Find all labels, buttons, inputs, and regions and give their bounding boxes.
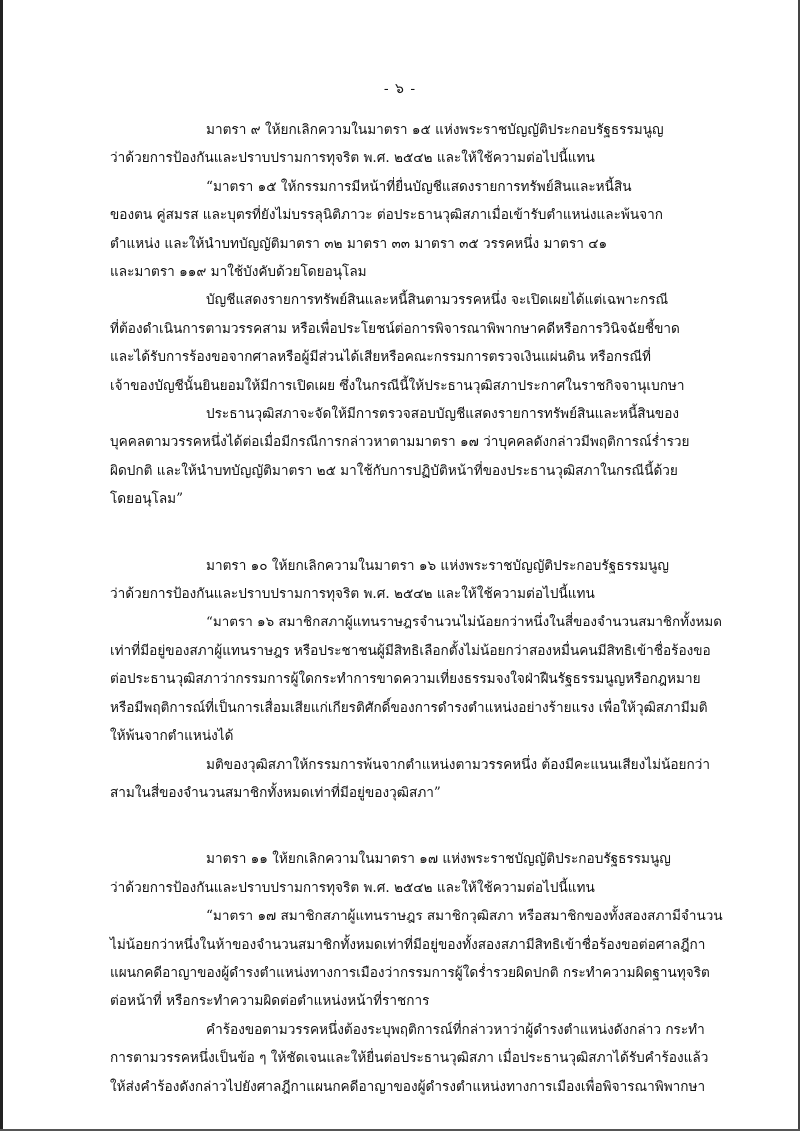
text-line: ต่อประธานวุฒิสภาว่ากรรมการผู้ใดกระทำการขาดความเที่ยงธรรมจงใจฝ่าฝืนรัฐธรรมนูญหรือกฎหมาย: [110, 671, 701, 688]
scan-edge-left: [0, 0, 3, 1131]
text-line: “มาตรา ๑๕ ให้กรรมการมีหน้าที่ยื่นบัญชีแสดงรายการทรัพย์สินและหนี้สิน: [206, 178, 632, 195]
text-line: และมาตรา ๑๑๙ มาใช้บังคับด้วยโดยอนุโลม: [110, 264, 367, 281]
text-line: ของตน คู่สมรส และบุตรที่ยังไม่บรรลุนิติภาวะ ต่อประธานวุฒิสภาเมื่อเข้ารับตำแหน่งและพ้นจาก: [110, 207, 663, 224]
text-line: มาตรา ๑๑ ให้ยกเลิกความในมาตรา ๑๗ แห่งพระราชบัญญัติประกอบรัฐธรรมนูญ: [206, 851, 671, 868]
text-line: เท่าที่มีอยู่ของสภาผู้แทนราษฎร หรือประชาชนผู้มีสิทธิเลือกตั้งไม่น้อยกว่าสองหมื่นคนมีสิทธิเข้าชื่อร้องขอ: [110, 642, 711, 659]
text-line: ประธานวุฒิสภาจะจัดให้มีการตรวจสอบบัญชีแสดงรายการทรัพย์สินและหนี้สินของ: [206, 406, 679, 423]
text-line: มติของวุฒิสภาให้กรรมการพ้นจากตำแหน่งตามวรรคหนึ่ง ต้องมีคะแนนเสียงไม่น้อยกว่า: [206, 756, 710, 773]
text-line: ให้พ้นจากตำแหน่งได้: [110, 728, 234, 745]
text-line: ตำแหน่ง และให้นำบทบัญญัติมาตรา ๓๒ มาตรา ๓๓ มาตรา ๓๕ วรรคหนึ่ง มาตรา ๔๑: [110, 235, 608, 252]
section-gap: [110, 807, 722, 845]
text-line: มาตรา ๑๐ ให้ยกเลิกความในมาตรา ๑๖ แห่งพระราชบัญญัติประกอบรัฐธรรมนูญ: [206, 557, 669, 574]
text-line: คำร้องขอตามวรรคหนึ่งต้องระบุพฤติการณ์ที่กล่าวหาว่าผู้ดำรงตำแหน่งดังกล่าว กระทำ: [206, 1021, 705, 1038]
text-line: บัญชีแสดงรายการทรัพย์สินและหนี้สินตามวรรคหนึ่ง จะเปิดเผยได้แต่เฉพาะกรณี: [206, 292, 669, 309]
text-line: การตามวรรคหนึ่งเป็นข้อ ๆ ให้ชัดเจนและให้ยื่นต่อประธานวุฒิสภา เมื่อประธานวุฒิสภาได้รับคำร้องแล้ว: [110, 1050, 709, 1067]
text-line: เจ้าของบัญชีนั้นยินยอมให้มีการเปิดเผย ซึ่งในกรณีนี้ให้ประธานวุฒิสภาประกาศในราชกิจจานุเบกษา: [110, 377, 685, 394]
text-line: “มาตรา ๑๖ สมาชิกสภาผู้แทนราษฎรจำนวนไม่น้อยกว่าหนึ่งในสี่ของจำนวนสมาชิกทั้งหมด: [206, 614, 723, 630]
text-line: ว่าด้วยการป้องกันและปราบปรามการทุจริต พ.ศ. ๒๕๔๒ และให้ใช้ความต่อไปนี้แทน: [110, 879, 595, 896]
text-line: หรือมีพฤติการณ์ที่เป็นการเสื่อมเสียแก่เกียรติศักดิ์ของการดำรงตำแหน่งอย่างร้ายแรง เพื่อให้วุฒิสภามีมติ: [110, 699, 708, 716]
text-line: บุคคลตามวรรคหนึ่งได้ต่อเมื่อมีกรณีการกล่าวหาตามมาตรา ๑๗ ว่าบุคคลดังกล่าวมีพฤติการณ์ร่ำรวย: [110, 434, 690, 451]
text-line: ต่อหน้าที่ หรือกระทำความผิดต่อตำแหน่งหน้าที่ราชการ: [110, 993, 430, 1010]
section-1: [110, 116, 722, 514]
text-line: ผิดปกติ และให้นำบทบัญญัติมาตรา ๒๕ มาใช้กับการปฏิบัติหน้าที่ของประธานวุฒิสภาในกรณีนี้ด้วย: [110, 462, 678, 479]
text-line: สามในสี่ของจำนวนสมาชิกทั้งหมดเท่าที่มีอยู่ของวุฒิสภา”: [110, 784, 441, 801]
document-body: [110, 116, 722, 1101]
section-gap: [110, 514, 722, 552]
section-2: [110, 552, 722, 808]
section-3: [110, 845, 722, 1101]
text-line: ที่ต้องดำเนินการตามวรรคสาม หรือเพื่อประโยชน์ต่อการพิจารณาพิพากษาคดีหรือการวินิจฉัยชี้ขาด: [110, 320, 680, 337]
text-line: ว่าด้วยการป้องกันและปราบปรามการทุจริต พ.ศ. ๒๕๔๒ และให้ใช้ความต่อไปนี้แทน: [110, 150, 595, 167]
text-line: ว่าด้วยการป้องกันและปราบปรามการทุจริต พ.ศ. ๒๕๔๒ และให้ใช้ความต่อไปนี้แทน: [110, 586, 595, 603]
text-line: มาตรา ๙ ให้ยกเลิกความในมาตรา ๑๕ แห่งพระราชบัญญัติประกอบรัฐธรรมนูญ: [206, 122, 664, 138]
text-line: โดยอนุโลม”: [110, 491, 184, 508]
text-line: ให้ส่งคำร้องดังกล่าวไปยังศาลฎีกาแผนกคดีอาญาของผู้ดำรงตำแหน่งทางการเมืองเพื่อพิจารณาพิพากษา: [110, 1078, 706, 1095]
text-line: และได้รับการร้องขอจากศาลหรือผู้มีส่วนได้เสียหรือคณะกรรมการตรวจเงินแผ่นดิน หรือกรณีที่: [110, 349, 651, 366]
text-line: แผนกคดีอาญาของผู้ดำรงตำแหน่งทางการเมืองว่ากรรมการผู้ใดร่ำรวยผิดปกติ กระทำความผิดฐานทุจริต: [110, 964, 710, 981]
text-line: “มาตรา ๑๗ สมาชิกสภาผู้แทนราษฎร สมาชิกวุฒิสภา หรือสมาชิกของทั้งสองสภามีจำนวน: [206, 908, 723, 925]
page-number: - ๖ -: [383, 81, 417, 97]
text-line: ไม่น้อยกว่าหนึ่งในห้าของจำนวนสมาชิกทั้งหมดเท่าที่มีอยู่ของทั้งสองสภามีสิทธิเข้าชื่อร้องขอต่อศาลฎีกา: [110, 936, 706, 953]
